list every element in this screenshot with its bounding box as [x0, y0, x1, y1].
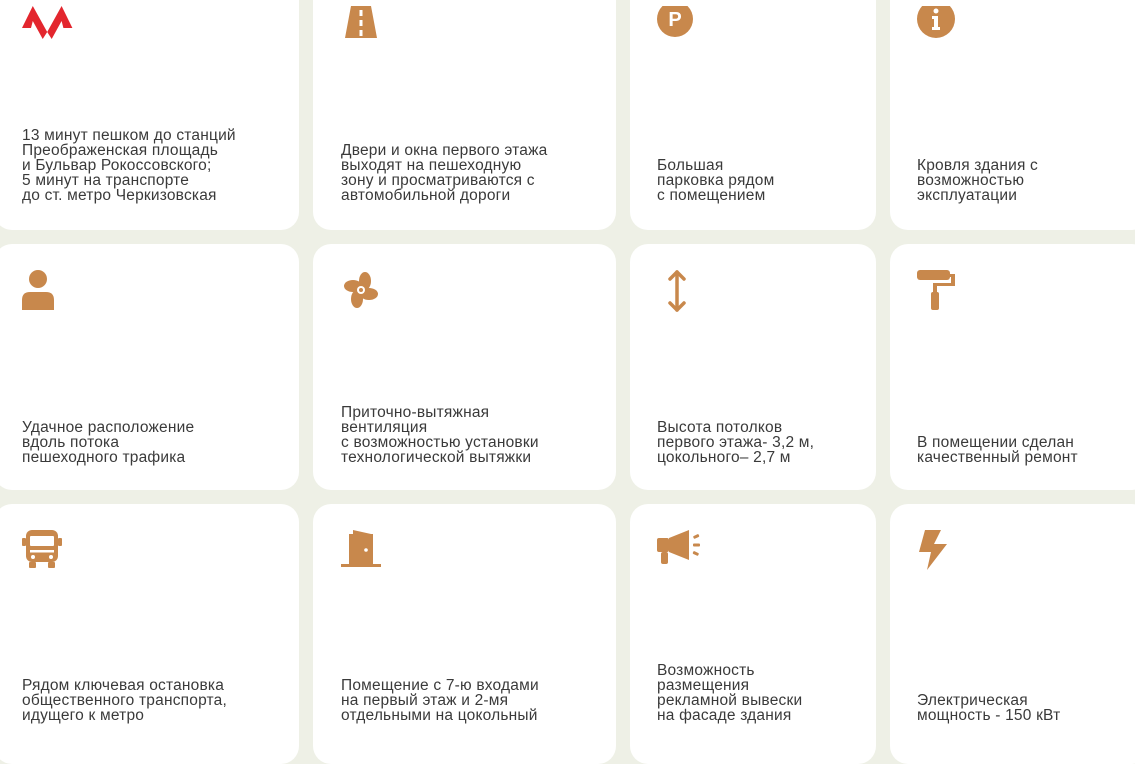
- feature-card-road: [313, 0, 616, 230]
- feature-text: 13 минут пешком до станций Преображенская площадь и Бульвар Рокоссовского; 5 минут на транспорте до ст. метро Черкизовская: [22, 127, 236, 204]
- feature-text: В помещении сделан качественный ремонт: [917, 434, 1078, 466]
- feature-card-entrances: [313, 504, 616, 764]
- info-icon: [917, 6, 973, 62]
- feature-text: Возможность размещения рекламной вывески на фасаде здания: [657, 662, 803, 724]
- vertical-arrows-icon: [657, 270, 713, 326]
- feature-text: Высота потолков первого этажа- 3,2 м, цокольного– 2,7 м: [657, 419, 815, 466]
- feature-card-parking: [630, 0, 876, 230]
- megaphone-icon: [657, 530, 713, 586]
- fan-icon: [341, 270, 397, 326]
- feature-text: Двери и окна первого этажа выходят на пешеходную зону и просматриваются с автомобильной дороги: [341, 142, 548, 204]
- feature-text: Приточно-вытяжная вентиляция с возможностью установки технологической вытяжки: [341, 404, 539, 466]
- parking-icon: [657, 6, 713, 62]
- feature-text: Кровля здания с возможностью эксплуатации: [917, 157, 1038, 204]
- svg-text:P: P: [668, 9, 682, 31]
- feature-card-metro: [0, 0, 299, 230]
- feature-card-bus-stop: [0, 504, 299, 764]
- feature-card-signage: [630, 504, 876, 764]
- road-icon: [341, 6, 397, 62]
- door-icon: [341, 530, 397, 586]
- feature-text: Рядом ключевая остановка общественного транспорта, идущего к метро: [22, 677, 228, 724]
- feature-card-info: [890, 0, 1135, 230]
- feature-text: Электрическая мощность - 150 кВт: [917, 692, 1061, 724]
- feature-text: Большая парковка рядом с помещением: [657, 157, 775, 204]
- feature-text: Помещение с 7-ю входами на первый этаж и 2-мя отдельными на цокольный: [341, 677, 539, 724]
- metro-logo-icon: [22, 6, 78, 62]
- paint-roller-icon: [917, 270, 973, 326]
- feature-card-power: [890, 504, 1135, 764]
- person-icon: [22, 270, 78, 326]
- feature-text: Удачное расположение вдоль потока пешеходного трафика: [22, 419, 195, 466]
- lightning-icon: [917, 530, 973, 586]
- feature-card-ceiling-height: [630, 244, 876, 490]
- feature-card-renovation: [890, 244, 1135, 490]
- feature-card-ventilation: [313, 244, 616, 490]
- feature-card-pedestrian: [0, 244, 299, 490]
- bus-icon: [22, 530, 78, 586]
